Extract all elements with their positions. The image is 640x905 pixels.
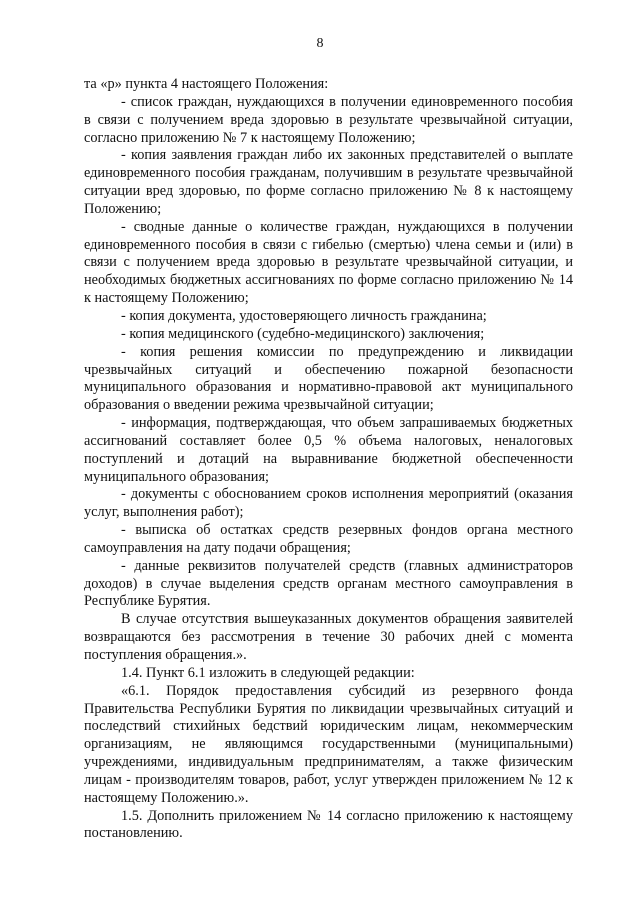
paragraph-clause-1-5: 1.5. Дополнить приложением № 14 согласно приложению к настоящему постановлению. xyxy=(84,807,573,842)
paragraph-missing-documents: В случае отсутствия вышеуказанных документов обращения заявителей возвращаются без рассмотрения в течение 30 рабочих дней с момента поступления обращения.». xyxy=(84,611,573,663)
list-item-budget-information: - информация, подтверждающая, что объем запрашиваемых бюджетных ассигнований составляет более 0,5 % объема налоговых, неналоговых поступлений и дотаций на выравнивание бюджетной обеспеченности муниципального образования; xyxy=(84,415,573,485)
list-item-medical-conclusion: - копия медицинского (судебно-медицинского) заключения; xyxy=(121,325,485,342)
paragraph-clause-6-1: «6.1. Порядок предоставления субсидий из резервного фонда Правительства Республики Бурятия по ликвидации чрезвычайных ситуаций и последствий стихийных бедствий юридическим лицам, некоммерческим организациям, не являющимся государственными (муниципальными) учреждениями, индивидуальным предпринимателям, а также физическим лицам - производителям товаров, работ, услуг утвержден приложением № 12 к настоящему Положению.». xyxy=(84,682,573,806)
page-number: 8 xyxy=(316,36,324,51)
paragraph-clause-1-4: 1.4. Пункт 6.1 изложить в следующей редакции: xyxy=(121,664,415,681)
list-item-recipient-details: - данные реквизитов получателей средств (главных администраторов доходов) в случае выделения средств органам местного самоуправления в Республике Бурятия. xyxy=(84,557,573,610)
list-item-summary-data: - сводные данные о количестве граждан, нуждающихся в получении единовременного пособия в связи с гибелью (смертью) члена семьи и (или) в связи с получением вреда здоровью в результате чрезвычайной ситуации, и необходимых бюджетных ассигнованиях по форме согласно приложению № 14 к настоящему Положению; xyxy=(84,218,573,307)
list-item-application-copy: - копия заявления граждан либо их законных представителей о выплате единовременного пособия гражданам, получившим в результате чрезвычайной ситуации вред здоровью, по форме согласно приложению № 8 к настоящему Положению; xyxy=(84,147,573,217)
list-item-commission-decision: - копия решения комиссии по предупреждению и ликвидации чрезвычайных ситуаций и обеспечению пожарной безопасности муниципального образования и нормативно-правовой акт муниципального образования о введении режима чрезвычайной ситуации; xyxy=(84,343,573,414)
list-item-reserve-fund-statement: - выписка об остатках средств резервных фондов органа местного самоуправления на дату подачи обращения; xyxy=(84,522,573,556)
list-item-injured-citizens: - список граждан, нуждающихся в получении единовременного пособия в связи с получением вреда здоровью в результате чрезвычайной ситуации, согласно приложению № 7 к настоящему Положению; xyxy=(84,93,573,146)
document-body xyxy=(84,76,573,843)
list-item-deadline-documents: - документы с обоснованием сроков исполнения мероприятий (оказания услуг, выполнения работ); xyxy=(84,486,573,521)
paragraph-continuation: та «р» пункта 4 настоящего Положения: xyxy=(84,76,329,92)
list-item-identity-document: - копия документа, удостоверяющего личность гражданина; xyxy=(121,307,487,324)
